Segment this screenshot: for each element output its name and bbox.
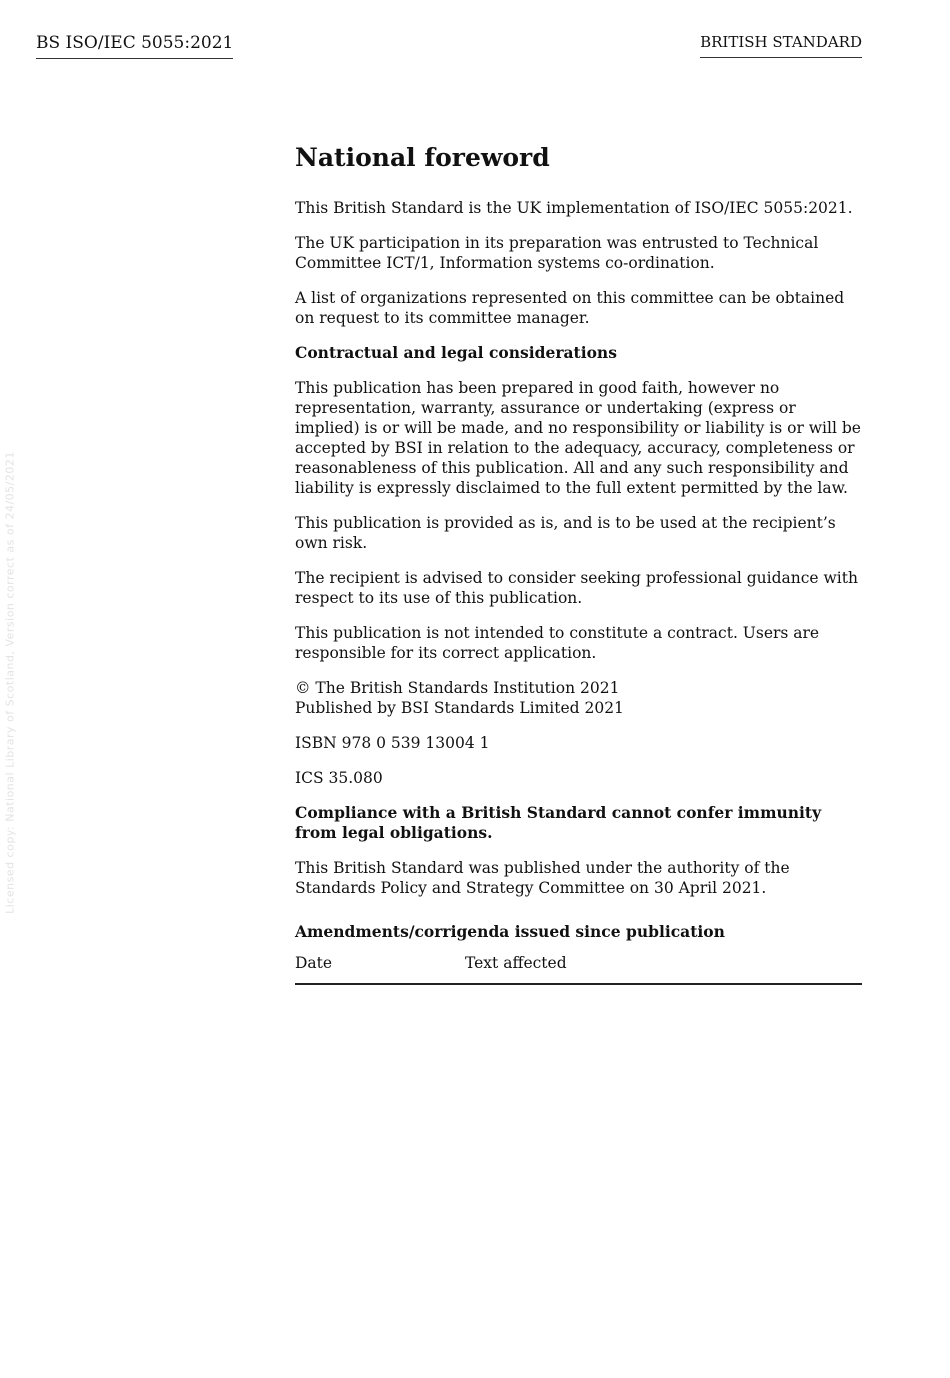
amendments-text-header: Text affected: [465, 954, 567, 972]
copyright-block: [295, 678, 862, 718]
committee-paragraph: The UK participation in its preparation was entrusted to Technical Committee ICT/1, Information systems co-ordination.: [295, 234, 819, 272]
compliance-notice: Compliance with a British Standard cannot confer immunity from legal obligations.: [295, 803, 822, 842]
ics-code: ICS 35.080: [295, 769, 383, 787]
guidance-paragraph: The recipient is advised to consider seeking professional guidance with respect to its use of this publication.: [295, 569, 858, 607]
authority-paragraph: This British Standard was published under the authority of the Standards Policy and Strategy Committee on 30 April 2021.: [295, 859, 790, 897]
licence-watermark: Licensed copy: National Library of Scotland, Version correct as of 24/05/2021: [3, 451, 17, 914]
amendments-heading: Amendments/corrigenda issued since publication: [295, 922, 725, 941]
amendments-date-header: Date: [295, 954, 333, 972]
good-faith-paragraph: This publication has been prepared in good faith, however no representation, warranty, assurance or undertaking (express or implied) is or will be made, and no responsibility or liability is or will be accepted by BSI in relation to the adequacy, accuracy, completeness or reasonableness of this publication. All and any such responsibility and liability is expressly disclaimed to the full extent permitted by the law.: [295, 379, 861, 497]
document-series: BRITISH STANDARD: [700, 33, 862, 58]
implementation-paragraph: This British Standard is the UK implementation of ISO/IEC 5055:2021.: [295, 199, 853, 217]
copyright-line: © The British Standards Institution 2021: [295, 679, 620, 697]
contractual-heading: Contractual and legal considerations: [295, 343, 617, 362]
publisher-line: Published by BSI Standards Limited 2021: [295, 699, 624, 717]
as-is-paragraph: This publication is provided as is, and is to be used at the recipient’s own risk.: [295, 514, 836, 552]
foreword-body: [295, 140, 862, 985]
isbn: ISBN 978 0 539 13004 1: [295, 734, 490, 752]
amendments-table: [295, 953, 862, 985]
page-title: National foreword: [295, 143, 550, 172]
document-id: BS ISO/IEC 5055:2021: [36, 33, 233, 59]
organizations-paragraph: A list of organizations represented on this committee can be obtained on request to its committee manager.: [295, 289, 845, 327]
contract-paragraph: This publication is not intended to constitute a contract. Users are responsible for its correct application.: [295, 624, 820, 662]
